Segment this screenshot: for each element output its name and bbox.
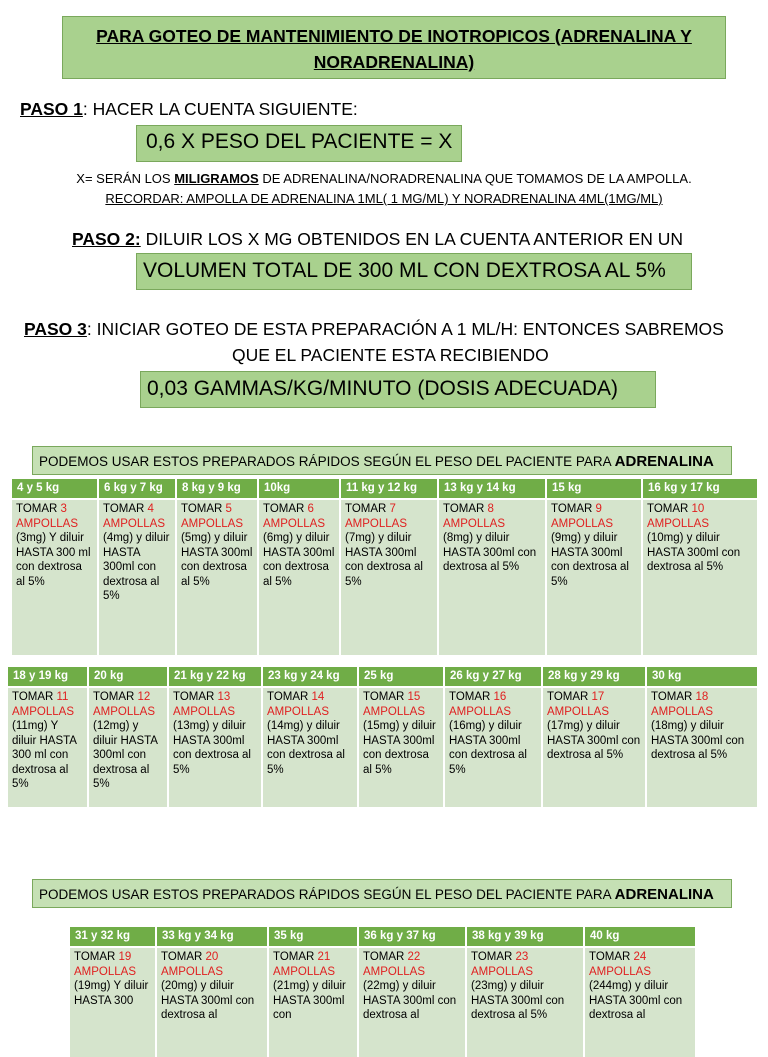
dose-mg: (10mg) y diluir	[647, 532, 720, 544]
ampoule-unit: AMPOLLAS	[173, 705, 235, 718]
ampoule-unit: AMPOLLAS	[547, 705, 609, 718]
step2-result: VOLUMEN TOTAL DE 300 ML CON DEXTROSA AL 5%	[136, 253, 692, 290]
take-label: TOMAR	[647, 503, 692, 515]
dose-cell	[88, 687, 168, 807]
take-label: TOMAR	[263, 503, 308, 515]
weight-header: 16 kg y 17 kg	[642, 479, 758, 499]
dose-mg: (23mg) y diluir	[471, 980, 544, 992]
take-label: TOMAR	[449, 691, 494, 703]
dilution-text: Y diluir HASTA 300	[74, 980, 149, 1007]
step1-line	[20, 99, 358, 120]
weight-header: 10kg	[258, 479, 340, 499]
step2-label: PASO 2:	[72, 229, 141, 249]
ampoule-count: 11	[56, 691, 69, 703]
ampoule-count: 7	[389, 503, 396, 515]
weight-header: 31 y 32 kg	[70, 927, 156, 947]
dose-table-1	[12, 479, 759, 655]
take-label: TOMAR	[551, 503, 596, 515]
page-title: PARA GOTEO DE MANTENIMIENTO DE INOTROPICOS (ADRENALINA Y NORADRENALINA)	[62, 16, 726, 79]
dilution-text: HASTA 300ml con dextrosa al 5%	[547, 734, 641, 761]
dilution-text: HASTA 300ml con dextrosa al 5%	[471, 994, 565, 1021]
ampoule-unit: AMPOLLAS	[74, 965, 136, 978]
ampoule-count: 14	[311, 691, 325, 703]
dose-mg: (3mg)	[16, 532, 47, 544]
weight-header: 21 kg y 22 kg	[168, 667, 262, 687]
ampoule-unit: AMPOLLAS	[267, 705, 329, 718]
dose-mg: (16mg) y diluir	[449, 720, 522, 732]
dose-cell	[168, 687, 262, 807]
take-label: TOMAR	[173, 691, 218, 703]
dose-cell	[466, 947, 584, 1057]
ampoule-count: 15	[407, 691, 421, 703]
ampoule-unit: AMPOLLAS	[16, 517, 78, 530]
dose-cell	[584, 947, 696, 1057]
ampoule-count: 6	[307, 503, 314, 515]
take-label: TOMAR	[273, 951, 318, 963]
weight-header: 4 y 5 kg	[12, 479, 98, 499]
dose-cell	[438, 499, 546, 655]
note-ampoule: RECORDAR: AMPOLLA DE ADRENALINA 1ML( 1 MG/ML) Y NORADRENALINA 4ML(1MG/ML)	[105, 191, 663, 206]
ampoule-count: 10	[691, 503, 705, 515]
weight-header: 8 kg y 9 kg	[176, 479, 258, 499]
dilution-text: Y diluir HASTA 300 ml con dextrosa al 5%	[16, 532, 91, 588]
dose-mg: (4mg) y	[103, 532, 142, 544]
ampoule-unit: AMPOLLAS	[363, 705, 425, 718]
take-label: TOMAR	[363, 951, 408, 963]
ampoule-unit: AMPOLLAS	[263, 517, 325, 530]
dose-mg: (15mg) y	[363, 720, 409, 732]
dilution-text: HASTA 300ml con dextrosa al	[363, 994, 457, 1021]
dilution-text: HASTA 300ml con dextrosa al	[589, 994, 683, 1021]
weight-header: 35 kg	[268, 927, 358, 947]
dilution-text: diluir HASTA 300ml con dextrosa al 5%	[263, 532, 335, 588]
dose-mg: (5mg) y	[181, 532, 220, 544]
dose-table-2	[8, 667, 759, 807]
ampoule-count: 16	[493, 691, 507, 703]
take-label: TOMAR	[471, 951, 516, 963]
take-label: TOMAR	[589, 951, 634, 963]
weight-header: 6 kg y 7 kg	[98, 479, 176, 499]
dose-mg: (19mg)	[74, 980, 111, 992]
dose-mg: (13mg) y	[173, 720, 219, 732]
dilution-text: diluir HASTA 300ml con dextrosa al 5%	[93, 734, 158, 790]
step1-formula: 0,6 X PESO DEL PACIENTE = X	[136, 125, 462, 162]
note-milligrams: X= SERÁN LOS MILIGRAMOS DE ADRENALINA/NORADRENALINA QUE TOMAMOS DE LA AMPOLLA.	[76, 171, 692, 186]
weight-header: 20 kg	[88, 667, 168, 687]
ampoule-count: 4	[147, 503, 154, 515]
ampoule-unit: AMPOLLAS	[449, 705, 511, 718]
ampoule-unit: AMPOLLAS	[551, 517, 613, 530]
dilution-text: diluir HASTA 300ml con dextrosa al 5%	[173, 720, 251, 776]
ampoule-count: 8	[487, 503, 494, 515]
weight-header: 13 kg y 14 kg	[438, 479, 546, 499]
dose-cell	[156, 947, 268, 1057]
weight-header: 26 kg y 27 kg	[444, 667, 542, 687]
dose-mg: (20mg) y diluir	[161, 980, 234, 992]
step3-line2: QUE EL PACIENTE ESTA RECIBIENDO	[232, 345, 549, 365]
dilution-text: HASTA 300ml con dextrosa al 5%	[449, 734, 527, 776]
dose-cell	[358, 687, 444, 807]
dose-mg: (7mg) y diluir	[345, 532, 412, 544]
take-label: TOMAR	[443, 503, 488, 515]
step3-line	[24, 319, 724, 340]
take-label: TOMAR	[161, 951, 206, 963]
take-label: TOMAR	[74, 951, 119, 963]
dilution-text: HASTA 300ml con dextrosa al 5%	[551, 546, 629, 588]
take-label: TOMAR	[345, 503, 390, 515]
take-label: TOMAR	[16, 503, 61, 515]
dilution-text: HASTA 300ml con dextrosa al 5%	[651, 734, 745, 761]
dilution-text: HASTA 300ml con dextrosa al 5%	[345, 546, 423, 588]
dilution-text: diluir HASTA 300ml con dextrosa al 5%	[363, 720, 436, 776]
ampoule-count: 19	[118, 951, 132, 963]
take-label: TOMAR	[103, 503, 148, 515]
dose-cell	[542, 687, 646, 807]
dose-cell	[176, 499, 258, 655]
step3-label: PASO 3	[24, 319, 87, 339]
step2-line	[72, 229, 683, 250]
dose-mg: (11mg)	[12, 720, 48, 732]
dose-cell	[98, 499, 176, 655]
dose-mg: (244mg) y diluir	[589, 980, 669, 992]
weight-header: 11 kg y 12 kg	[340, 479, 438, 499]
weight-header: 23 kg y 24 kg	[262, 667, 358, 687]
weight-header: 15 kg	[546, 479, 642, 499]
dose-cell	[642, 499, 758, 655]
dilution-text: HASTA 300ml con dextrosa al 5%	[647, 546, 741, 573]
ampoule-count: 13	[217, 691, 231, 703]
dilution-text: diluir HASTA 300ml con	[273, 980, 346, 1021]
weight-header: 18 y 19 kg	[8, 667, 88, 687]
dose-mg: (18mg) y diluir	[651, 720, 724, 732]
dilution-text: HASTA 300ml con dextrosa al	[161, 994, 255, 1021]
dose-mg: (8mg) y diluir	[443, 532, 510, 544]
dilution-text: diluir HASTA 300ml con dextrosa al 5%	[103, 532, 170, 602]
ampoule-count: 23	[515, 951, 529, 963]
take-label: TOMAR	[547, 691, 592, 703]
take-label: TOMAR	[93, 691, 138, 703]
ampoule-unit: AMPOLLAS	[273, 965, 335, 978]
dilution-text: diluir HASTA 300ml con dextrosa al 5%	[267, 720, 345, 776]
step3-result: 0,03 GAMMAS/KG/MINUTO (DOSIS ADECUADA)	[140, 371, 656, 408]
dose-cell	[8, 687, 88, 807]
weight-header: 28 kg y 29 kg	[542, 667, 646, 687]
ampoule-unit: AMPOLLAS	[363, 965, 425, 978]
take-label: TOMAR	[12, 691, 57, 703]
ampoule-unit: AMPOLLAS	[181, 517, 243, 530]
weight-header: 25 kg	[358, 667, 444, 687]
dose-mg: (17mg) y diluir	[547, 720, 620, 732]
take-label: TOMAR	[651, 691, 696, 703]
dose-cell	[70, 947, 156, 1057]
weight-header: 33 kg y 34 kg	[156, 927, 268, 947]
ampoule-count: 9	[595, 503, 602, 515]
ampoule-count: 21	[317, 951, 331, 963]
ampoule-unit: AMPOLLAS	[93, 705, 155, 718]
step3-text: : INICIAR GOTEO DE ESTA PREPARACIÓN A 1 ML/H: ENTONCES SABREMOS	[86, 319, 724, 339]
ampoule-count: 20	[205, 951, 219, 963]
ampoule-count: 24	[633, 951, 647, 963]
dose-cell	[262, 687, 358, 807]
take-label: TOMAR	[363, 691, 408, 703]
weight-header: 40 kg	[584, 927, 696, 947]
subheading-1: PODEMOS USAR ESTOS PREPARADOS RÁPIDOS SEGÚN EL PESO DEL PACIENTE PARA ADRENALINA	[32, 446, 732, 475]
dose-mg: (21mg) y	[273, 980, 319, 992]
ampoule-unit: AMPOLLAS	[651, 705, 713, 718]
dose-cell	[444, 687, 542, 807]
step1-text: : HACER LA CUENTA SIGUIENTE:	[82, 99, 358, 119]
dose-cell	[546, 499, 642, 655]
ampoule-count: 12	[137, 691, 151, 703]
ampoule-unit: AMPOLLAS	[647, 517, 709, 530]
dilution-text: diluir HASTA 300ml con dextrosa al 5%	[181, 532, 253, 588]
step1-label: PASO 1	[20, 99, 83, 119]
ampoule-unit: AMPOLLAS	[161, 965, 223, 978]
take-label: TOMAR	[181, 503, 226, 515]
ampoule-count: 5	[225, 503, 232, 515]
ampoule-count: 3	[60, 503, 67, 515]
dose-cell	[258, 499, 340, 655]
subheading-2: PODEMOS USAR ESTOS PREPARADOS RÁPIDOS SEGÚN EL PESO DEL PACIENTE PARA ADRENALINA	[32, 879, 732, 908]
step2-text: DILUIR LOS X MG OBTENIDOS EN LA CUENTA ANTERIOR EN UN	[140, 229, 683, 249]
dose-cell	[12, 499, 98, 655]
ampoule-unit: AMPOLLAS	[12, 705, 74, 718]
dilution-text: HASTA 300ml con dextrosa al 5%	[443, 546, 537, 573]
dose-mg: (9mg) y diluir	[551, 532, 618, 544]
dose-table-3	[70, 927, 697, 1057]
ampoule-unit: AMPOLLAS	[471, 965, 533, 978]
ampoule-count: 18	[695, 691, 709, 703]
dose-mg: (22mg) y diluir	[363, 980, 436, 992]
ampoule-count: 17	[591, 691, 605, 703]
dilution-text: Y diluir HASTA 300 ml con dextrosa al 5%	[12, 720, 77, 790]
take-label: TOMAR	[267, 691, 312, 703]
dose-cell	[268, 947, 358, 1057]
ampoule-unit: AMPOLLAS	[589, 965, 651, 978]
dose-cell	[646, 687, 758, 807]
dose-cell	[358, 947, 466, 1057]
dose-mg: (12mg) y	[93, 720, 139, 732]
weight-header: 30 kg	[646, 667, 758, 687]
dose-mg: (14mg) y	[267, 720, 313, 732]
ampoule-unit: AMPOLLAS	[345, 517, 407, 530]
weight-header: 36 kg y 37 kg	[358, 927, 466, 947]
ampoule-unit: AMPOLLAS	[103, 517, 165, 530]
dose-mg: (6mg) y	[263, 532, 302, 544]
ampoule-unit: AMPOLLAS	[443, 517, 505, 530]
ampoule-count: 22	[407, 951, 421, 963]
dose-cell	[340, 499, 438, 655]
weight-header: 38 kg y 39 kg	[466, 927, 584, 947]
